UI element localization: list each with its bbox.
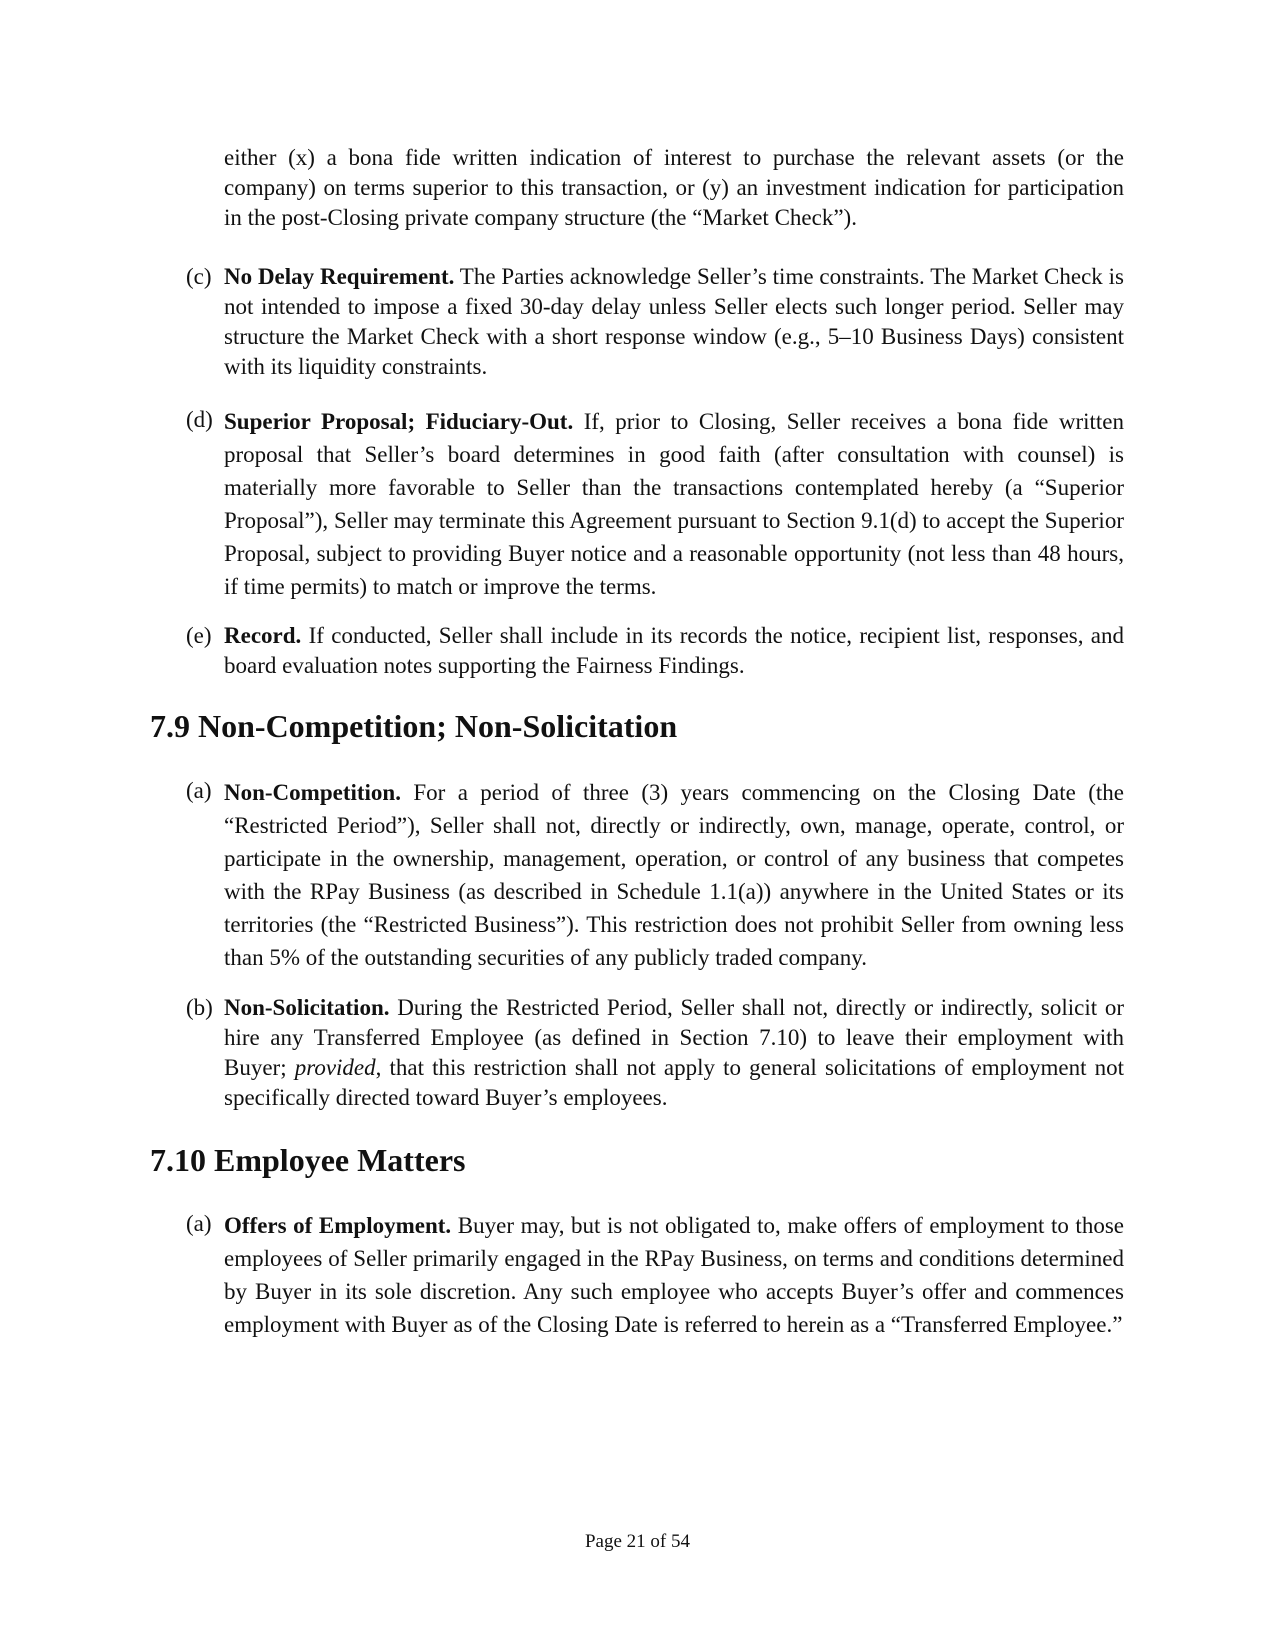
- clause-label: (b): [186, 995, 213, 1020]
- clause-title: Superior Proposal; Fiduciary-Out.: [224, 409, 574, 434]
- clause-7-9-b: [186, 993, 1124, 1113]
- clause-text: For a period of three (3) years commencing on the Closing Date (the “Restricted Period”), Seller shall not, directly or indirectly, own, manage, operate, control, or participate in the ownership, management, operation, or control of any business that competes with the RPay Business (as described in Schedule 1.1(a)) anywhere in the United States or its territories (the “Restricted Business”). This restriction does not prohibit Seller from owning less than 5% of the outstanding securities of any publicly traded company.: [224, 780, 1124, 970]
- clause-title: Offers of Employment.: [224, 1213, 452, 1238]
- clause-label: (c): [186, 264, 212, 289]
- clause-body: [224, 405, 1124, 603]
- clause-title: Non-Competition.: [224, 780, 401, 805]
- clause-title: No Delay Requirement.: [224, 264, 455, 289]
- clause-label: (a): [186, 778, 212, 803]
- clause-title: Record.: [224, 623, 302, 648]
- clause-title: Non-Solicitation.: [224, 995, 390, 1020]
- clause-label: (d): [186, 407, 213, 432]
- clause-label: (a): [186, 1211, 212, 1236]
- clause-body: [224, 776, 1124, 974]
- clause-7-9-a: [186, 776, 1124, 974]
- clause-body: [224, 262, 1124, 382]
- clause-7-8-d: [186, 405, 1124, 603]
- clause-7-8-c: [186, 262, 1124, 382]
- clause-body: [224, 993, 1124, 1113]
- clause-italic-term: provided: [294, 1055, 376, 1080]
- clause-text: The Parties acknowledge Seller’s time constraints. The Market Check is not intended to impose a fixed 30-day delay unless Seller elects such longer period. Seller may structure the Market Check with a short response window (e.g., 5–10 Business Days) consistent with its liquidity constraints.: [224, 264, 1124, 379]
- clause-label: (e): [186, 623, 212, 648]
- clause-text: , that this restriction shall not apply to general solicitations of employment not specifically directed toward Buyer’s employees.: [224, 1055, 1124, 1110]
- clause-text: If conducted, Seller shall include in its records the notice, recipient list, responses, and board evaluation notes supporting the Fairness Findings.: [224, 623, 1124, 678]
- clause-text: Buyer may, but is not obligated to, make offers of employment to those employees of Seller primarily engaged in the RPay Business, on terms and conditions determined by Buyer in its sole discretion. Any such employee who accepts Buyer’s offer and commences employment with Buyer as of the Closing Date is referred to herein as a “Transferred Employee.”: [224, 1213, 1124, 1337]
- clause-text: If, prior to Closing, Seller receives a bona fide written proposal that Seller’s board determines in good faith (after consultation with counsel) is materially more favorable to Seller than the transactions contemplated hereby (a “Superior Proposal”), Seller may terminate this Agreement pursuant to Section 9.1(d) to accept the Superior Proposal, subject to providing Buyer notice and a reasonable opportunity (not less than 48 hours, if time permits) to match or improve the terms.: [224, 409, 1124, 599]
- clause-body: [224, 621, 1124, 681]
- clause-7-8-e: [186, 621, 1124, 681]
- section-heading-7-9: 7.9 Non-Competition; Non-Solicitation: [150, 708, 678, 744]
- continuation-paragraph: either (x) a bona fide written indication of interest to purchase the relevant assets (or the company) on terms superior to this transaction, or (y) an investment indication for participation in the post-Closing private company structure (the “Market Check”).: [224, 145, 1124, 230]
- clause-body: [224, 1209, 1124, 1341]
- page-number: Page 21 of 54: [584, 1531, 690, 1552]
- section-heading-7-10: 7.10 Employee Matters: [150, 1142, 466, 1178]
- clause-text: During the Restricted Period, Seller shall not, directly or indirectly, solicit or hire any Transferred Employee (as defined in Section 7.10) to leave their employment with Buyer;: [224, 995, 1124, 1080]
- clause-7-10-a: [186, 1209, 1124, 1341]
